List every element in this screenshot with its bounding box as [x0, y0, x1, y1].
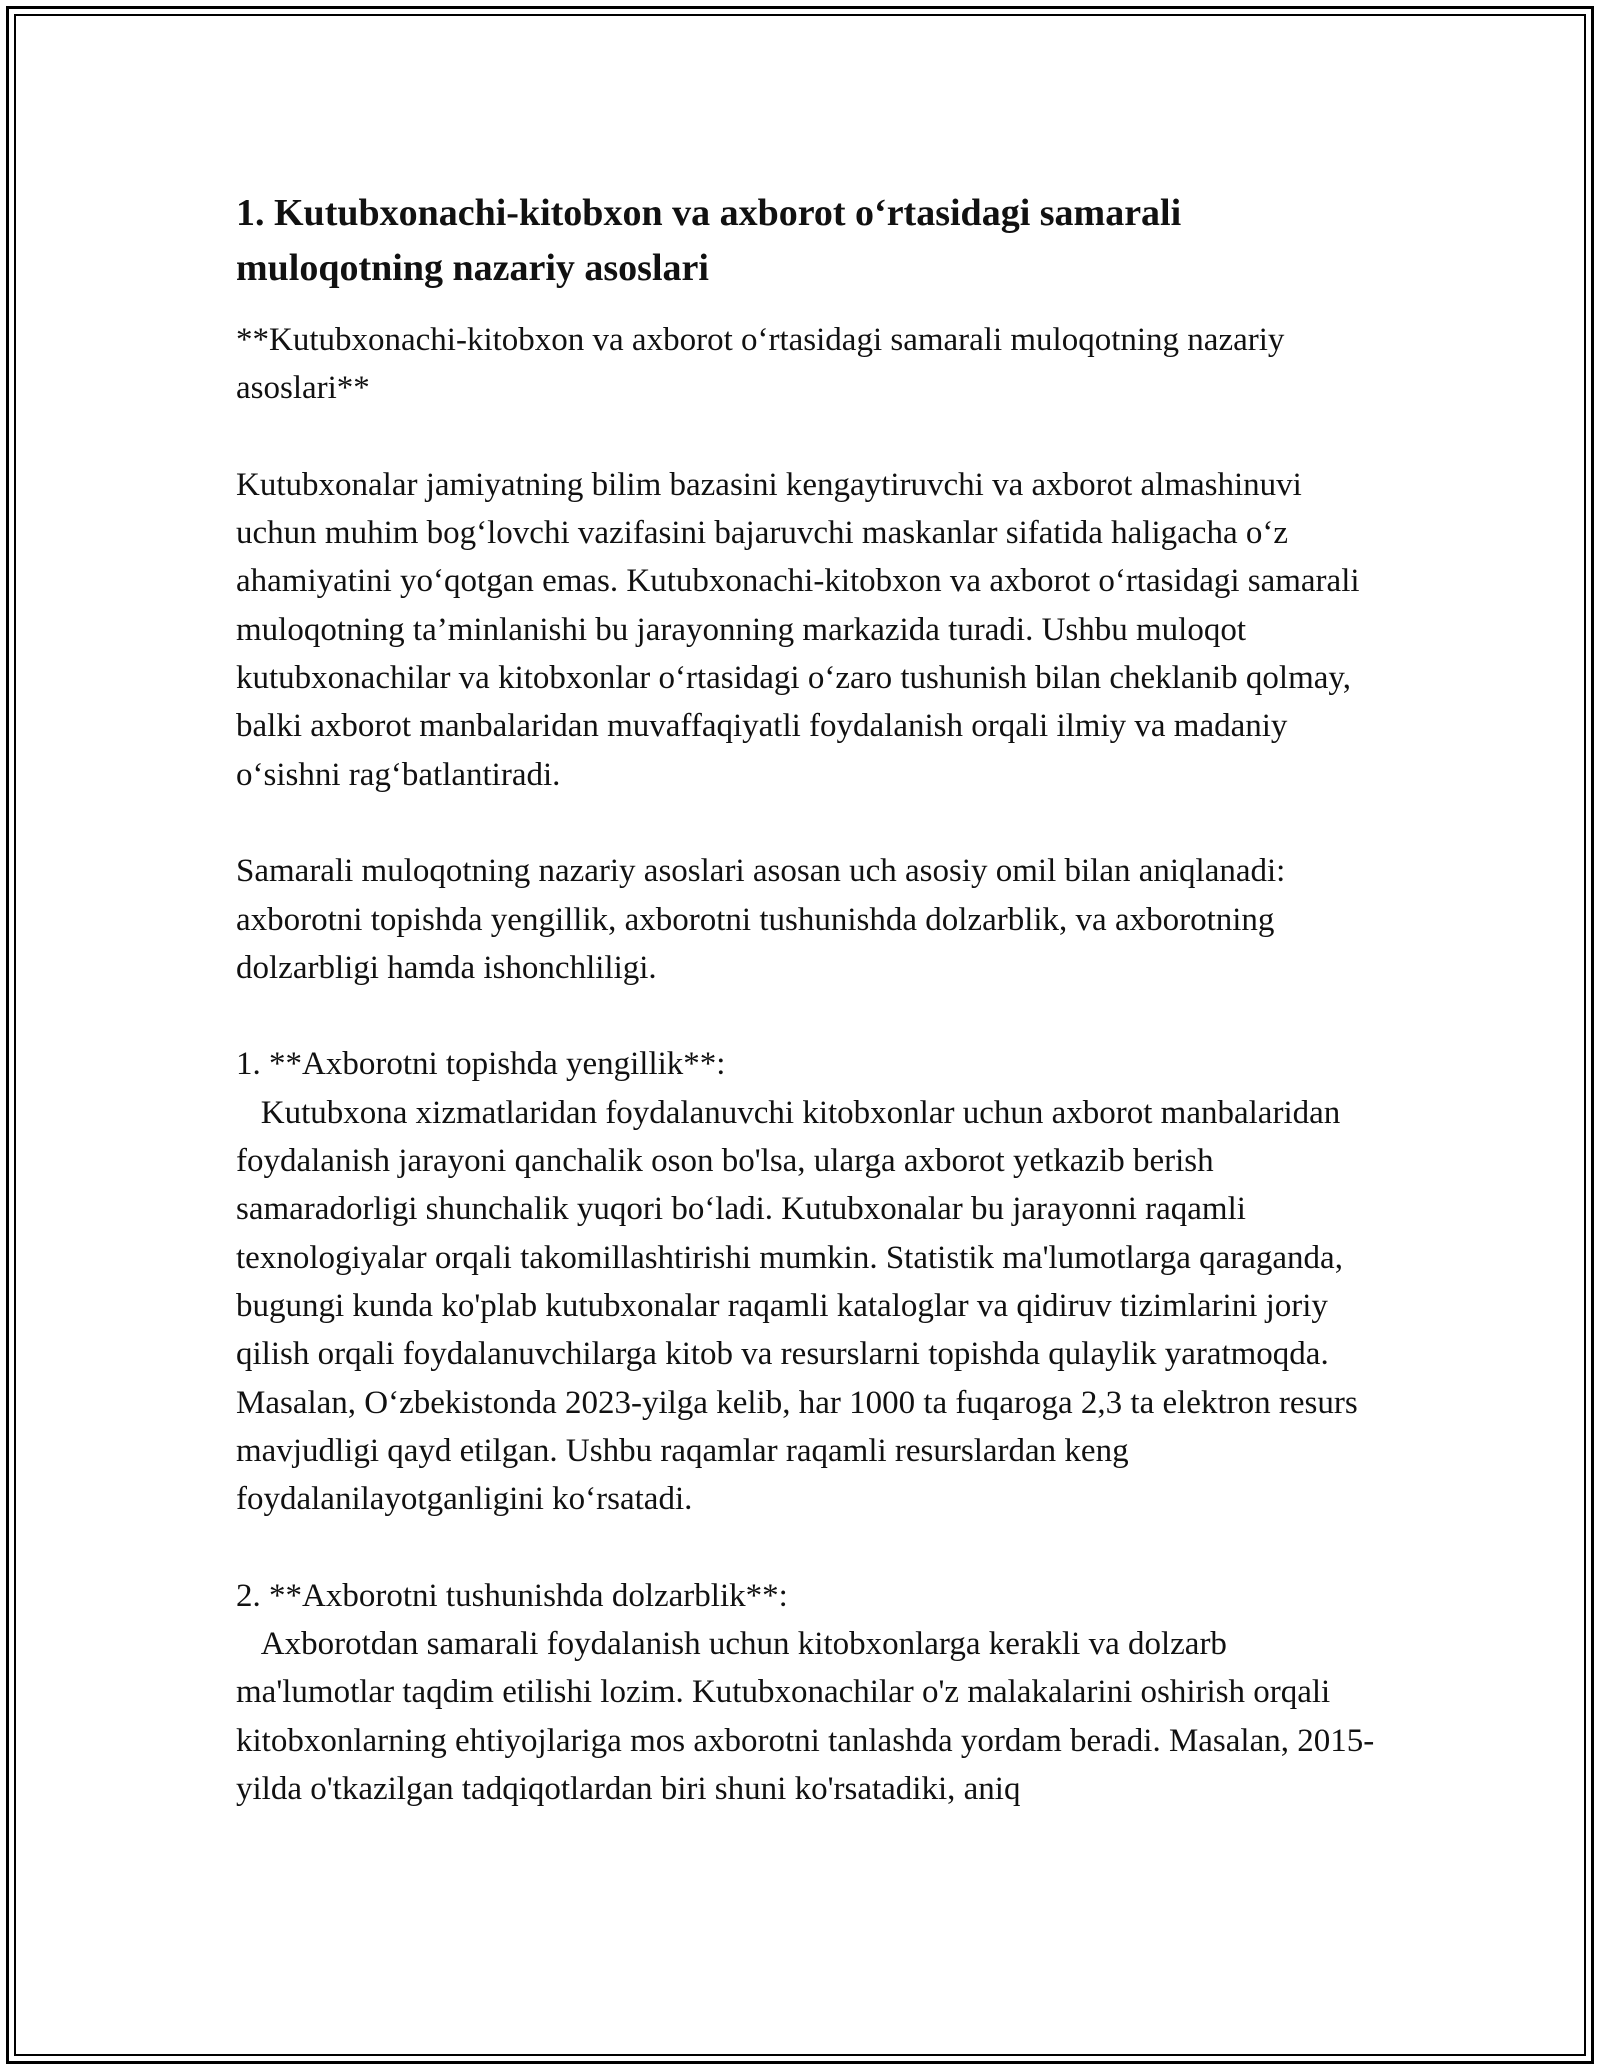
document-title: 1. Kutubxonachi-kitobxon va axborot o‘rtasidagi samarali muloqotning nazariy asoslari: [236, 192, 1182, 289]
document-body: [236, 186, 1376, 1813]
intro-paragraph: Kutubxonalar jamiyatning bilim bazasini kengaytiruvchi va axborot almashinuvi uchun muhim bog‘lovchi vazifasini bajaruvchi maskanlar sifatida haligacha o‘z ahamiyatini yo‘qotgan emas. Kutubxonachi-kitobxon va axborot o‘rtasidagi samarali muloqotning ta’minlanishi bu jarayonning markazida turadi. Ushbu muloqot kutubxonachilar va kitobxonlar o‘rtasidagi o‘zaro tushunish bilan cheklanib qolmay, balki axborot manbalaridan muvaffaqiyatli foydalanish orqali ilmiy va madaniy o‘sishni rag‘batlantiradi.: [236, 466, 1368, 793]
bold-subtitle-paragraph: **Kutubxonachi-kitobxon va axborot o‘rtasidagi samarali muloqotning nazariy asoslari**: [236, 322, 1293, 407]
list-item-1: 1. **Axborotni topishda yengillik**: Kutubxona xizmatlaridan foydalanuvchi kitobxonlar uchun axborot manbalaridan foydalanish jarayoni qanchalik oson bo'lsa, ularga axborot yetkazib berish samaradorligi shunchalik yuqori bo‘ladi. Kutubxonalar bu jarayonni raqamli texnologiyalar orqali takomillashtirishi mumkin. Statistik ma'lumotlarga qaraganda, bugungi kunda ko'plab kutubxonalar raqamli kataloglar va qidiruv tizimlarini joriy qilish orqali foydalanuvchilarga kitob va resurslarni topishda qulaylik yaratmoqda. Masalan, O‘zbekistonda 2023-yilga kelib, har 1000 ta fuqaroga 2,3 ta elektron resurs mavjudligi qayd etilgan. Ushbu raqamlar raqamli resurslardan keng foydalanilayotganligini ko‘rsatadi.: [236, 1046, 1358, 1518]
factors-paragraph: Samarali muloqotning nazariy asoslari asosan uch asosiy omil bilan aniqlanadi: axborotni topishda yengillik, axborotni tushunishda dolzarblik, va axborotning dolzarbligi hamda ishonchliligi.: [236, 853, 1294, 986]
list-item-2: 2. **Axborotni tushunishda dolzarblik**: Axborotdan samarali foydalanish uchun kitobxonlarga kerakli va dolzarb ma'lumotlar taqdim etilishi lozim. Kutubxonachilar o'z malakalarini oshirish orqali kitobxonlarning ehtiyojlariga mos axborotni tanlashda yordam beradi. Masalan, 2015-yilda o'tkazilgan tadqiqotlardan biri shuni ko'rsatadiki, aniq: [236, 1577, 1375, 1807]
